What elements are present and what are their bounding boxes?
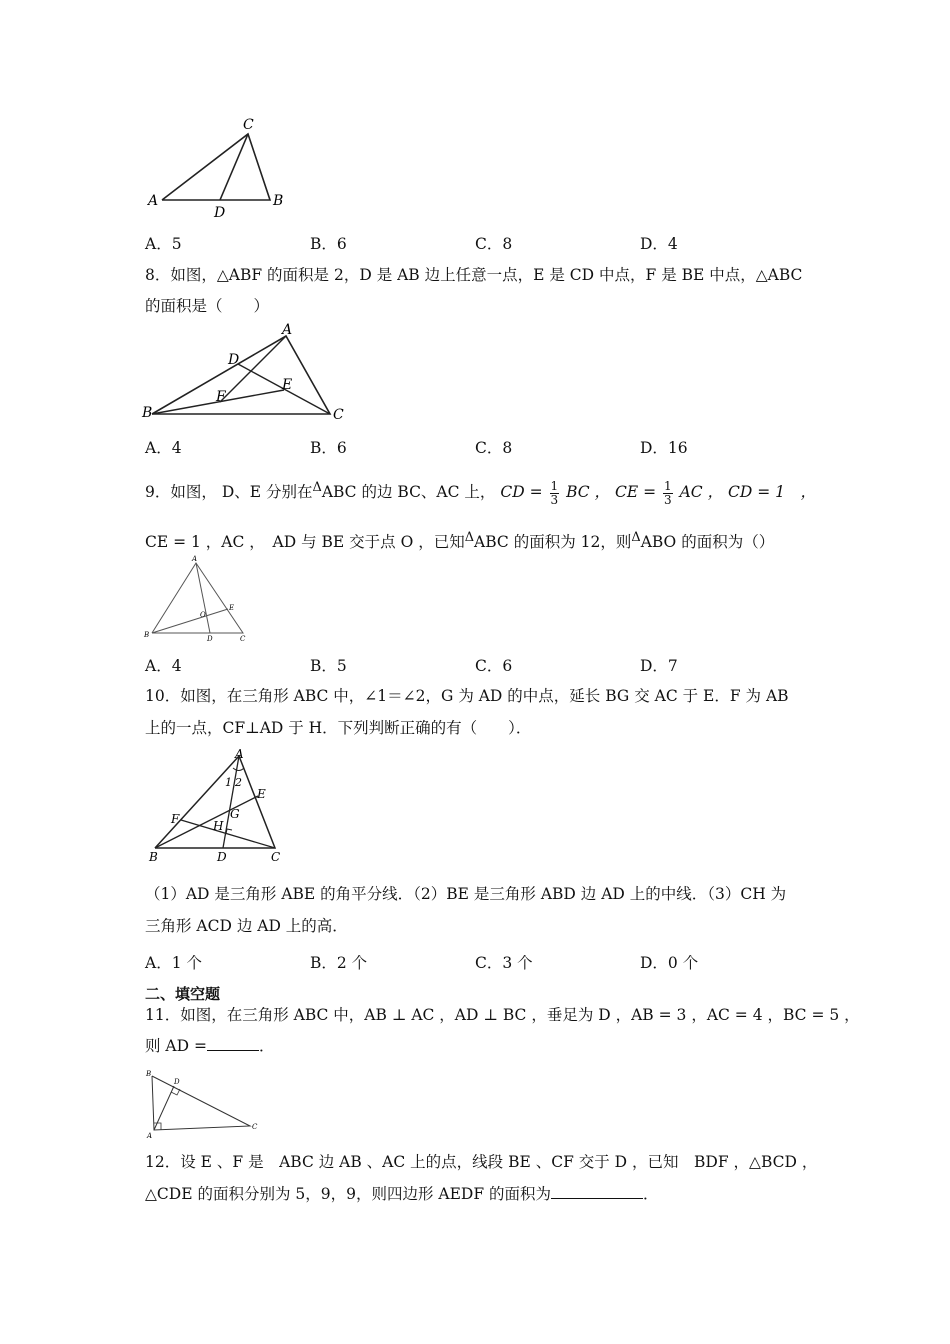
- q9-cd-eq: CD =: [500, 483, 543, 502]
- q9-triangle-figure: [140, 555, 255, 645]
- q10-label-1: 1: [225, 776, 232, 789]
- q10-option-a[interactable]: A．1 个: [145, 954, 202, 972]
- q7-label-d: D: [214, 205, 226, 221]
- q10-label-f: F: [171, 812, 180, 826]
- q9-option-c[interactable]: C．6: [475, 657, 513, 675]
- q7-option-c[interactable]: C．8: [475, 235, 513, 253]
- q7-option-d[interactable]: D．4: [640, 235, 678, 253]
- q9-fraction-1: $\frac{1}{3}$: [550, 478, 559, 507]
- q10-label-b: B: [149, 850, 158, 863]
- q9-question-line2: [145, 528, 774, 552]
- q10-question-line1: 10．如图，在三角形 ABC 中，∠1＝∠2，G 为 AD 的中点，延长 BG 交 AC 于 E．F 为 AB: [145, 687, 789, 705]
- q7-triangle-outline: [162, 134, 270, 200]
- q9-l2a: CE = 1 ，AC ， AD 与 BE 交于点 O ，已知: [145, 533, 465, 552]
- q9-fraction-2: $\frac{1}{3}$: [664, 478, 672, 507]
- q9-sides-text: ABC 的边 BC、AC 上，: [321, 483, 496, 502]
- q10-question-line2: 上的一点，CF⊥AD 于 H．下列判断正确的有（ ）．: [145, 719, 532, 737]
- q11-question-line2: [145, 1036, 274, 1056]
- q9-cd1: CD = 1 ，: [728, 483, 817, 502]
- q10-triangle-outline: [155, 756, 275, 848]
- q9-triangle-outline: [152, 563, 243, 633]
- q10-label-a: A: [235, 748, 244, 761]
- q9-option-d[interactable]: D．7: [640, 657, 678, 675]
- q9-label-d: D: [207, 635, 213, 643]
- q9-l2c: ABO 的面积为（）: [640, 533, 775, 552]
- q9-triangle-symbol-2: Δ: [464, 530, 475, 545]
- q8-option-d[interactable]: D．16: [640, 439, 688, 457]
- q10-label-e: E: [257, 787, 266, 801]
- q8-triangle-outline: [152, 336, 330, 414]
- q9-label-a: A: [192, 555, 198, 563]
- q10-statement-line2: 三角形 ACD 边 AD 上的高．: [145, 917, 348, 935]
- q9-l2b: ABC 的面积为 12，则: [474, 533, 632, 552]
- q9-prefix: 9．如图，: [145, 483, 217, 502]
- q12-question-line2: [145, 1184, 659, 1204]
- q8-question-line1: 8．如图，△ABF 的面积是 2，D 是 AB 边上任意一点，E 是 CD 中点，F 是 BE 中点，△ABC: [145, 266, 803, 284]
- q10-segment-cf: [181, 820, 275, 848]
- q9-question-line1: [145, 478, 816, 507]
- q12-answer-blank[interactable]: [551, 1184, 643, 1199]
- q10-option-c[interactable]: C．3 个: [475, 954, 533, 972]
- q7-option-b[interactable]: B．6: [310, 235, 347, 253]
- q8-option-c[interactable]: C．8: [475, 439, 513, 457]
- q10-label-h: H: [213, 819, 224, 833]
- q9-option-b[interactable]: B．5: [310, 657, 347, 675]
- q8-label-f: F: [216, 389, 226, 405]
- q9-label-b: B: [144, 631, 150, 639]
- q8-triangle-figure: [140, 322, 355, 427]
- q10-option-b[interactable]: B．2 个: [310, 954, 368, 972]
- q10-label-2: 2: [235, 776, 242, 789]
- q9-ce-eq: CE =: [614, 483, 657, 502]
- q12-question-line1: 12．设 E 、F 是 ABC 边 AB 、AC 上的点，线段 BE 、CF 交于 D ，已知 BDF ，△BCD ，: [145, 1153, 818, 1171]
- q10-label-g: G: [230, 807, 240, 821]
- q9-ac: AC ，: [679, 483, 724, 502]
- q9-label-e: E: [229, 604, 235, 612]
- q7-label-c: C: [243, 117, 254, 133]
- q9-label-c: C: [240, 635, 246, 643]
- q11-label-d: D: [174, 1078, 180, 1086]
- q12-period: ．: [643, 1185, 659, 1203]
- q8-label-e: E: [282, 377, 293, 393]
- q9-points-text: D、E 分别在: [221, 483, 313, 502]
- q8-label-c: C: [333, 407, 344, 423]
- q10-statement-line1: （1）AD 是三角形 ABE 的角平分线．（2）BE 是三角形 ABD 边 AD 上的中线．（3）CH 为: [145, 885, 787, 903]
- q7-option-a[interactable]: A．5: [145, 235, 182, 253]
- q11-label-c: C: [252, 1123, 258, 1131]
- q7-label-a: A: [148, 193, 159, 209]
- q11-answer-blank[interactable]: [207, 1036, 259, 1051]
- q8-label-d: D: [228, 352, 240, 368]
- q8-label-a: A: [282, 322, 293, 338]
- q11-segment-ad: [154, 1086, 174, 1130]
- q7-triangle-figure: [140, 112, 300, 222]
- q9-triangle-symbol: Δ: [312, 480, 322, 495]
- q8-question-line2: 的面积是（ ）: [145, 297, 270, 315]
- q10-label-c: C: [271, 850, 281, 863]
- q10-option-d[interactable]: D．0 个: [640, 954, 699, 972]
- q11-ad-eq: 则 AD =: [145, 1037, 207, 1055]
- q7-label-b: B: [273, 193, 284, 209]
- q9-option-a[interactable]: A．4: [145, 657, 182, 675]
- q10-angle-arc: [233, 768, 244, 771]
- q9-label-o: O: [200, 611, 206, 619]
- q12-area-text: △CDE 的面积分别为 5，9，9，则四边形 AEDF 的面积为: [145, 1185, 552, 1203]
- section-heading-fill-in: 二、填空题: [145, 985, 221, 1003]
- q11-label-b: B: [146, 1070, 152, 1078]
- q9-segment-be: [152, 609, 228, 633]
- q9-triangle-symbol-3: Δ: [631, 530, 641, 545]
- q8-option-a[interactable]: A．4: [145, 439, 182, 457]
- q10-triangle-figure: [145, 748, 285, 863]
- q11-question-line1: 11．如图，在三角形 ABC 中，AB ⊥ AC ，AD ⊥ BC ，垂足为 D ，AB = 3 ，AC = 4 ，BC = 5 ，: [145, 1006, 860, 1024]
- q9-bc: BC ，: [566, 483, 611, 502]
- q11-period: ．: [258, 1037, 275, 1055]
- q8-option-b[interactable]: B．6: [310, 439, 347, 457]
- q11-triangle-figure: [140, 1068, 260, 1140]
- q11-label-a: A: [147, 1132, 153, 1140]
- q10-label-d: D: [217, 850, 227, 863]
- q8-label-b: B: [142, 405, 153, 421]
